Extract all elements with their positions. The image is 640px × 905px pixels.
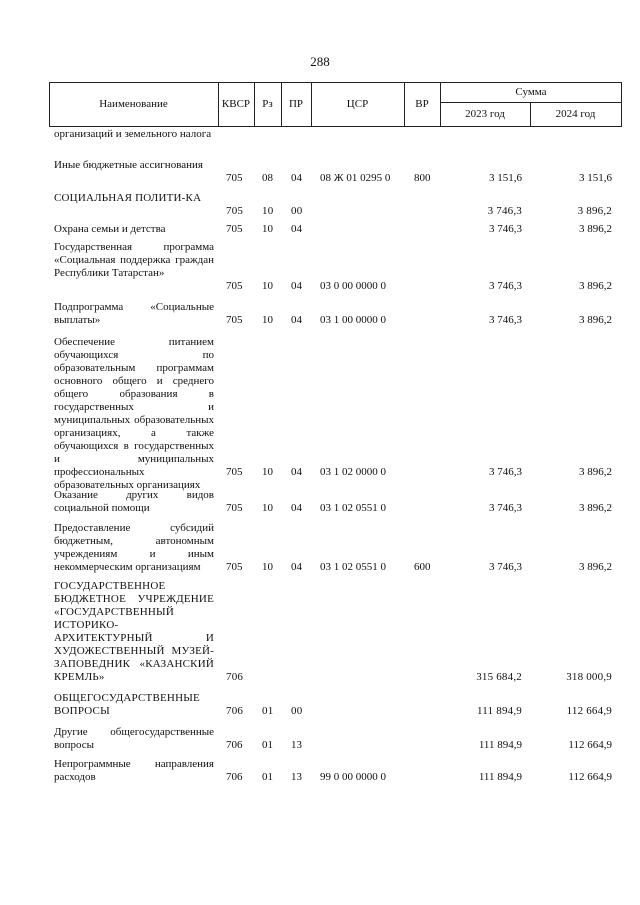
table-row (0, 692, 640, 718)
row-sum-2023: 3 746,3 (489, 502, 522, 514)
row-name: СОЦИАЛЬНАЯ ПОЛИТИ-КА (54, 192, 202, 204)
row-kvsr: 706 (226, 705, 244, 717)
row-rz: 01 (262, 739, 273, 751)
row-name: ГОСУДАРСТВЕННОЕ БЮДЖЕТНОЕ УЧРЕЖДЕНИЕ «ГОСУДАРСТВЕННЫЙ ИСТОРИКО-АРХИТЕКТУРНЫЙ И ХУДОЖЕСТВЕННЫЙ МУЗЕЙ-ЗАПОВЕДНИК «КАЗАНСКИЙ КРЕМЛЬ» (54, 580, 214, 683)
row-sum-2024: 3 896,2 (579, 223, 612, 235)
row-sum-2023: 3 746,3 (487, 205, 522, 217)
table-row (0, 159, 640, 185)
header-vr: ВР (415, 98, 429, 110)
row-sum-2024: 3 896,2 (579, 502, 612, 514)
row-sum-2024: 3 896,2 (579, 280, 612, 292)
row-sum-2023: 3 746,3 (489, 466, 522, 478)
row-pr: 00 (291, 205, 303, 217)
row-kvsr: 706 (226, 739, 243, 751)
row-pr: 04 (291, 314, 302, 326)
row-rz: 01 (262, 771, 273, 783)
header-2023: 2023 год (465, 108, 505, 120)
row-csr: 99 0 00 0000 0 (320, 771, 386, 783)
row-sum-2024: 3 896,2 (579, 466, 612, 478)
row-sum-2024: 3 151,6 (579, 172, 612, 184)
row-rz: 01 (262, 705, 274, 717)
table-row (0, 223, 640, 236)
header-csr: ЦСР (346, 98, 369, 110)
row-rz: 10 (262, 561, 273, 573)
row-kvsr: 705 (226, 502, 243, 514)
row-sum-2024: 318 000,9 (566, 671, 612, 683)
table-row (0, 489, 640, 515)
header-sum: Сумма (515, 86, 547, 98)
row-csr: 08 Ж 01 0295 0 (320, 172, 391, 184)
row-kvsr: 705 (226, 205, 244, 217)
table-row (0, 580, 640, 684)
row-name: Государственная программа «Социальная поддержка граждан Республики Татарстан» (54, 241, 214, 279)
row-csr: 03 1 02 0551 0 (320, 561, 386, 573)
row-sum-2023: 3 746,3 (489, 280, 522, 292)
row-sum-2023: 315 684,2 (476, 671, 522, 683)
row-sum-2024: 112 664,9 (568, 739, 612, 751)
row-csr: 03 1 00 0000 0 (320, 314, 386, 326)
row-sum-2024: 3 896,2 (579, 314, 612, 326)
row-name: ОБЩЕГОСУДАРСТВЕННЫЕ ВОПРОСЫ (54, 692, 200, 717)
row-sum-2023: 3 151,6 (489, 172, 522, 184)
row-sum-2024: 112 664,9 (566, 705, 612, 717)
table-row (0, 192, 640, 218)
table-row (0, 128, 640, 154)
table-row (0, 726, 640, 752)
row-sum-2023: 3 746,3 (489, 314, 522, 326)
row-rz: 10 (262, 280, 273, 292)
row-name: Иные бюджетные ассигнования (54, 159, 203, 171)
table-row (0, 522, 640, 574)
row-pr: 04 (291, 223, 302, 235)
row-rz: 10 (262, 466, 273, 478)
row-pr: 04 (291, 466, 302, 478)
table-row (0, 301, 640, 327)
row-pr: 13 (291, 739, 302, 751)
row-sum-2023: 111 894,9 (477, 705, 522, 717)
row-rz: 10 (262, 205, 274, 217)
row-name: организаций и земельного налога (54, 128, 212, 140)
row-csr: 03 0 00 0000 0 (320, 280, 386, 292)
row-kvsr: 705 (226, 172, 243, 184)
row-name: Оказание других видов социальной помощи (54, 489, 214, 514)
row-rz: 10 (262, 502, 273, 514)
page-number: 288 (310, 54, 330, 69)
row-vr: 800 (414, 172, 431, 184)
row-pr: 00 (291, 705, 303, 717)
row-kvsr: 705 (226, 561, 243, 573)
row-sum-2023: 111 894,9 (478, 771, 522, 783)
row-sum-2023: 3 746,3 (489, 223, 522, 235)
table-row (0, 336, 640, 491)
row-sum-2024: 3 896,2 (579, 561, 612, 573)
row-sum-2024: 112 664,9 (568, 771, 612, 783)
row-csr: 03 1 02 0551 0 (320, 502, 386, 514)
row-name: Непрограммные направления расходов (54, 758, 214, 783)
header-pr: ПР (288, 98, 304, 110)
row-rz: 10 (262, 223, 273, 235)
row-name: Обеспечение питанием обучающихся по образовательным программам основного общего и среднего общего образования в государственных и муниципальных образовательных организациях, а также обучающихся в государственных и муниципальных профессиональных образовательных организациях (54, 336, 214, 491)
row-rz: 10 (262, 314, 273, 326)
header-2024: 2024 год (555, 108, 596, 120)
row-name: Предоставление субсидий бюджетным, автономным учреждениям и иным некоммерческим организациям (54, 522, 214, 573)
row-name: Другие общегосударственные вопросы (54, 726, 214, 751)
row-pr: 13 (291, 771, 302, 783)
row-name: Подпрограмма «Социальные выплаты» (54, 301, 214, 326)
row-name: Охрана семьи и детства (54, 223, 166, 235)
header-rz: Рз (262, 98, 273, 110)
row-sum-2024: 3 896,2 (577, 205, 612, 217)
row-pr: 04 (291, 280, 302, 292)
row-pr: 04 (291, 502, 302, 514)
row-kvsr: 706 (226, 771, 243, 783)
table-row (0, 758, 640, 784)
row-sum-2023: 3 746,3 (489, 561, 522, 573)
row-kvsr: 705 (226, 466, 243, 478)
header-bottom-border (49, 126, 622, 127)
row-kvsr: 706 (226, 671, 244, 683)
row-pr: 04 (291, 172, 302, 184)
row-pr: 04 (291, 561, 302, 573)
row-kvsr: 705 (226, 314, 243, 326)
row-sum-2023: 111 894,9 (478, 739, 522, 751)
row-kvsr: 705 (226, 280, 243, 292)
table-header (49, 82, 622, 126)
row-csr: 03 1 02 0000 0 (320, 466, 386, 478)
row-kvsr: 705 (226, 223, 243, 235)
row-rz: 08 (262, 172, 273, 184)
table-row (0, 241, 640, 293)
header-name: Наименование (99, 98, 168, 110)
header-kvsr: КВСР (221, 98, 251, 110)
row-vr: 600 (414, 561, 431, 573)
